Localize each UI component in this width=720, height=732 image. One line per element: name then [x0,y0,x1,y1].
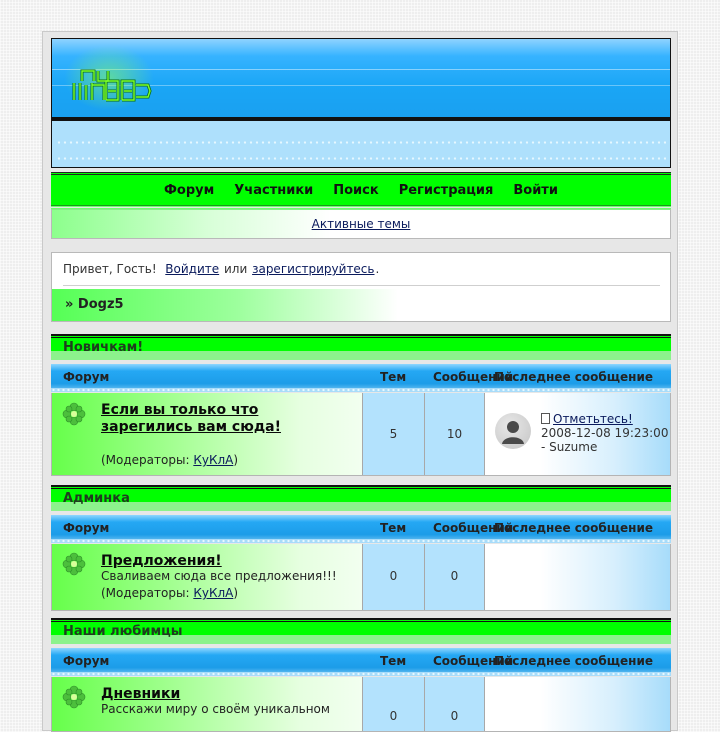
period-text: . [375,262,380,276]
col-topics: Тем [380,370,407,384]
col-forum: Форум [63,521,110,535]
forum-row [51,544,671,611]
user-silhouette-icon [495,413,531,449]
category-title: Наши любимцы [63,624,183,639]
moderators-label: (Модераторы: [101,453,190,467]
forum-cell [52,544,362,610]
forum-title-link[interactable]: Дневники [101,686,181,702]
active-topics-bar [51,209,671,239]
header-subbanner [52,121,670,168]
welcome-divider [63,285,660,286]
posts-count: 0 [450,569,459,583]
moderators-suffix: ) [233,453,239,467]
posts-cell [424,544,485,610]
header-dots [56,157,666,160]
forum-title-link[interactable]: Предложения! [101,553,222,569]
topics-cell [362,393,424,475]
category-header [51,334,671,360]
last-post-cell [485,677,670,731]
last-post-author: - Suzume [541,440,598,454]
site-logo[interactable] [64,45,154,111]
posts-cell [424,393,485,475]
posts-count: 0 [450,709,459,723]
category-admin [51,485,671,611]
forum-header [51,38,671,168]
last-post-cell [485,544,670,610]
login-link[interactable]: Войдите [165,262,220,276]
topics-count: 0 [389,709,398,723]
moderators-label: (Модераторы: [101,586,190,600]
last-post-cell [485,393,670,475]
welcome-line [63,262,379,276]
moderators-suffix: ) [233,586,239,600]
register-link[interactable]: зарегистрируйтесь [252,262,375,276]
avatar [495,413,531,449]
last-post-link[interactable]: Отметьтесь! [553,412,633,426]
topics-count: 0 [389,569,398,583]
col-forum: Форум [63,370,110,384]
moderators-line [101,586,238,600]
forum-cell [52,677,362,731]
nav-forum[interactable]: Форум [164,182,215,198]
posts-count: 10 [446,427,463,441]
last-post-info [541,412,668,454]
category-title: Админка [63,491,130,506]
forum-description: Сваливаем сюда все предложения!!! [101,569,337,583]
main-nav [51,172,671,206]
forum-flower-icon [62,402,86,426]
category-header [51,485,671,511]
breadcrumb[interactable]: » Dogz5 [52,289,670,321]
col-last-post: Последнее сообщение [494,521,653,535]
col-forum: Форум [63,654,110,668]
forum-row [51,677,671,732]
forum-row [51,393,671,476]
col-posts: Сообщений [433,370,514,384]
col-last-post: Последнее сообщение [494,370,653,384]
nav-register[interactable]: Регистрация [398,182,494,198]
document-icon [541,413,550,424]
posts-cell [424,677,485,731]
forum-title-link[interactable]: Если вы только что зарегились вам сюда! [101,402,281,435]
topics-cell [362,677,424,731]
forum-flower-icon [62,685,86,709]
col-last-post: Последнее сообщение [494,654,653,668]
table-header [51,364,671,392]
category-pets [51,618,671,732]
header-dots [56,141,666,144]
col-posts: Сообщений [433,521,514,535]
nav-login[interactable]: Войти [513,182,558,198]
logo-graphic [64,45,154,111]
topics-count: 5 [389,427,398,441]
table-header [51,648,671,676]
nav-members[interactable]: Участники [234,182,314,198]
moderators-line [101,453,238,467]
col-topics: Тем [380,521,407,535]
moderator-link[interactable]: КуКлА [193,586,234,600]
table-header [51,515,671,543]
forum-cell [52,393,362,475]
forum-description: Расскажи миру о своём уникальном [101,702,330,716]
active-topics-link[interactable]: Активные темы [311,217,411,231]
forum-wrapper [42,31,678,731]
welcome-box [51,252,671,322]
last-post-date: 2008-12-08 19:23:00 [541,426,669,440]
topics-cell [362,544,424,610]
category-title: Новичкам! [63,340,144,355]
category-header [51,618,671,644]
greeting-text: Привет, Гость! [63,262,157,276]
col-posts: Сообщений [433,654,514,668]
forum-flower-icon [62,552,86,576]
col-topics: Тем [380,654,407,668]
or-text: или [223,262,248,276]
moderator-link[interactable]: КуКлА [193,453,234,467]
nav-search[interactable]: Поиск [333,182,379,198]
category-novice [51,334,671,479]
